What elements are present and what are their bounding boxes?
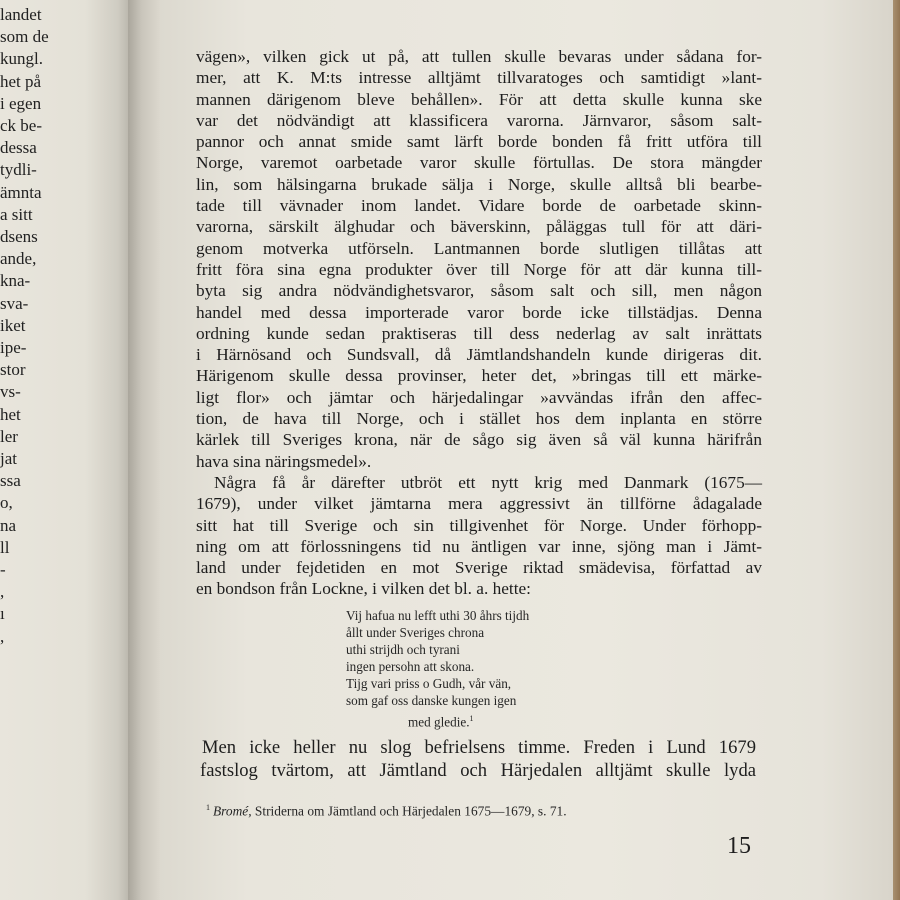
text-line: i Härnösand och Sundsvall, då Jämtlandshandeln kunde dirigeras dit.: [196, 345, 762, 365]
left-fragment: ssa: [0, 471, 21, 491]
text-line: pannor och annat smide samt lärft borde bonden få fritt utföra till: [196, 132, 762, 152]
text-line: handel med dessa importerade varor borde icke tillstädjas. Denna: [196, 302, 762, 322]
poem-line: med gledie.: [408, 713, 470, 729]
text-line: fastslog tvärtom, att Jämtland och Härjedalen alltjämt skulle lyda: [200, 760, 756, 781]
left-fragment: sva-: [0, 293, 29, 313]
text-line: sitt hat till Sverige och sin tillgivenhet för Norge. Under förhopp-: [196, 515, 762, 535]
left-fragment: ,: [0, 626, 5, 646]
left-fragment: na: [0, 515, 17, 535]
lower-paragraph: [200, 736, 756, 782]
text-line: lin, som hälsingarna brukade sälja i Norge, skulle alltså bli bearbe-: [196, 174, 762, 194]
text-line: fritt föra sina egna produkter över till Norge för att där kunna till-: [196, 259, 762, 279]
text-line: ning om att förlossningens tid nu äntligen var inne, sjöng man i Jämt-: [196, 536, 762, 556]
text-line: tion, de hava till Norge, och i stället hos dem inplanta en större: [196, 409, 762, 429]
left-fragment: tydli-: [0, 160, 37, 180]
left-fragment: ı: [0, 604, 5, 624]
footnote-author: Bromé,: [213, 803, 252, 819]
text-line: varorna, särskilt älghudar och bäverskinn, påläggas tull för att däri-: [196, 217, 762, 237]
text-line: Några få år därefter utbröt ett nytt krig med Danmark (1675—: [214, 472, 762, 492]
poem-line: uthi strijdh och tyrani: [346, 642, 460, 658]
text-line: ordning kunde sedan praktiseras till dess nederlag av salt inrättats: [196, 323, 762, 343]
text-line: kärlek till Sveriges krona, när de sågo sig även så väl kunna härifrån: [196, 430, 762, 450]
left-fragment: ll: [0, 537, 10, 557]
poem-line-last: [346, 710, 606, 730]
footnote: [206, 799, 626, 820]
left-fragment: iket: [0, 315, 26, 335]
left-fragment: stor: [0, 360, 26, 380]
left-fragment: dsens: [0, 227, 38, 247]
left-page-text: [0, 4, 60, 648]
left-fragment: landet: [0, 5, 42, 24]
poem-line: Tijg vari priss o Gudh, vår vän,: [346, 676, 512, 692]
text-line: tade till vävnader inom landet. Vidare borde de oarbetade skinn-: [196, 196, 762, 216]
text-line: Härigenom skulle dessa provinser, heter det, »bringas till ett märke-: [196, 366, 762, 386]
left-fragment: ler: [0, 426, 18, 446]
left-fragment: i egen: [0, 93, 42, 113]
page-edge: [893, 0, 900, 900]
left-fragment: dessa: [0, 138, 37, 158]
left-fragment: ck be-: [0, 116, 43, 136]
page-number: 15: [727, 833, 751, 859]
text-line: hava sina näringsmedel».: [196, 451, 372, 471]
text-line: mer, att K. M:ts intresse alltjämt tillvaratoges och samtidigt »lant-: [196, 68, 762, 88]
left-fragment: vs-: [0, 382, 21, 402]
text-line: ligt flor» och jämtar och härjedalingar »avvändas ifrån den affec-: [196, 387, 762, 407]
text-line: byta sig andra nödvändighetsvaror, såsom salt och sill, men någon: [196, 281, 762, 301]
left-fragment: ,: [0, 582, 5, 602]
poem-line: ållt under Sveriges chrona: [346, 625, 485, 641]
left-fragment: het: [0, 404, 21, 424]
left-fragment: ipe-: [0, 338, 27, 358]
text-line: Norge, varemot oarbetade varor skulle förtullas. De stora mängder: [196, 153, 762, 173]
left-fragment: het på: [0, 71, 42, 91]
left-fragment: jat: [0, 449, 17, 469]
footnote-marker: 1: [206, 803, 210, 812]
text-line: genom motverka utförseln. Lantmannen borde slutligen tillåtas att: [196, 238, 762, 258]
left-fragment: kna-: [0, 271, 31, 291]
poem-line: som gaf oss danske kungen igen: [346, 693, 517, 709]
left-fragment: a sitt: [0, 204, 33, 224]
left-fragment: som de: [0, 27, 49, 47]
body-paragraphs: [196, 46, 762, 600]
left-fragment: o,: [0, 493, 13, 513]
footnote-reference: 1: [469, 713, 474, 723]
footnote-text: Striderna om Jämtland och Härjedalen 1675—1679, s. 71.: [254, 803, 567, 819]
text-line: land under fejdetiden en mot Sverige riktad smädevisa, författad av: [196, 558, 762, 578]
poem-line: ingen persohn att skona.: [346, 659, 475, 675]
left-fragment: -: [0, 560, 6, 580]
left-fragment: kungl.: [0, 49, 43, 69]
text-line: var det nödvändigt att klassificera varorna. Järnvaror, såsom salt-: [196, 110, 762, 130]
book-gutter: [128, 0, 162, 900]
text-line: mannen därigenom bleve behållen». För att detta skulle kunna ske: [196, 89, 762, 109]
left-fragment: ämnta: [0, 182, 42, 202]
text-line: vägen», vilken gick ut på, att tullen skulle bevaras under sådana for-: [196, 47, 762, 66]
text-line: Men icke heller nu slog befrielsens timme. Freden i Lund 1679: [202, 737, 756, 758]
poem-line: Vij hafua nu lefft uthi 30 åhrs tijdh: [346, 608, 530, 623]
left-fragment: ande,: [0, 249, 37, 269]
text-line: 1679), under vilket jämtarna mera aggressivt än tillförne ådagalade: [196, 494, 762, 514]
poem-block: [346, 607, 606, 730]
text-line: en bondson från Lockne, i vilken det bl. a. hette:: [196, 579, 531, 599]
